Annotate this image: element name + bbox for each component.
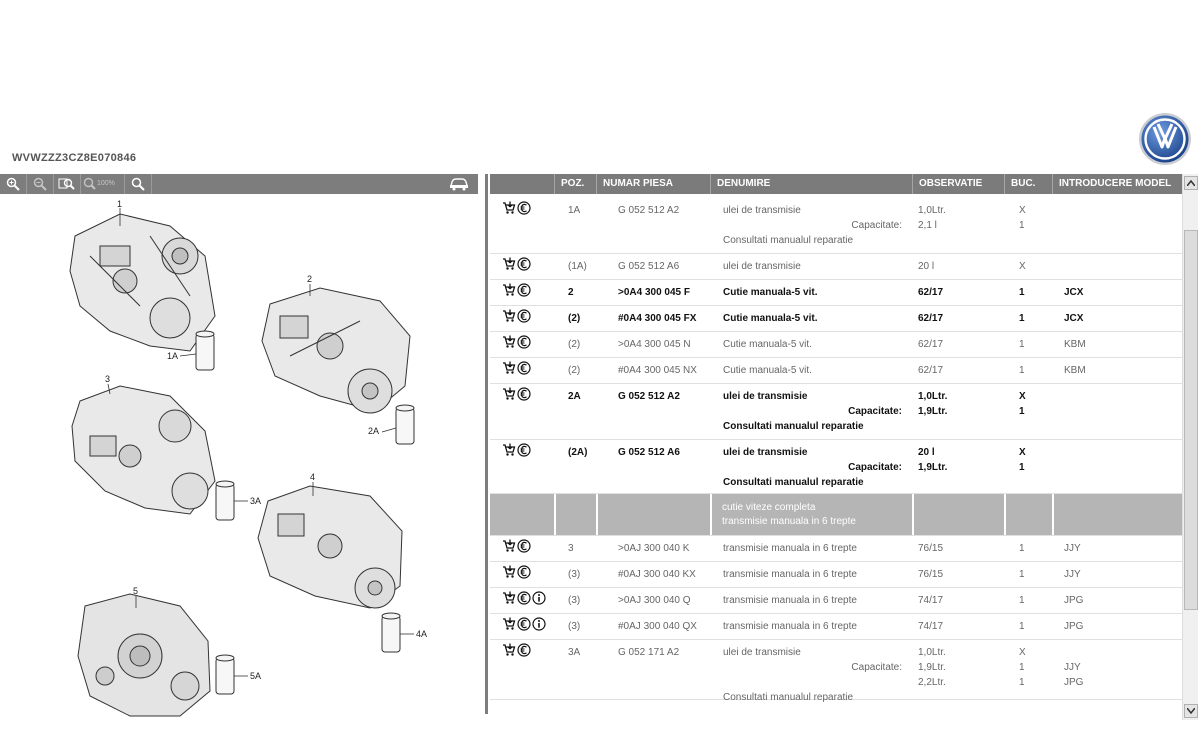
cell-numar-piesa: #0AJ 300 040 QX	[618, 621, 697, 632]
diagram-label-4: 4	[310, 472, 316, 482]
diagram-label-5: 5	[133, 586, 139, 596]
cart-icon[interactable]	[502, 257, 516, 271]
cell-note: Consultati manualul reparatie	[723, 477, 864, 488]
cell-numar-piesa: #0A4 300 045 NX	[618, 365, 697, 376]
diagram-label-5A: 5A	[250, 671, 262, 681]
table-row[interactable]	[490, 254, 1182, 280]
zoom-100-icon	[83, 177, 123, 191]
cell-numar-piesa: >0AJ 300 040 Q	[618, 595, 691, 606]
cell-buc: 1	[1019, 365, 1025, 376]
cell-poz: (2)	[568, 313, 581, 324]
chevron-down-icon	[1187, 708, 1195, 714]
cell-numar-piesa: >0A4 300 045 F	[618, 287, 690, 298]
cell-capacitate-label: Capacitate:	[851, 662, 902, 673]
cell-note: Consultati manualul reparatie	[723, 692, 854, 703]
gearbox-2-drawing[interactable]	[262, 288, 410, 413]
info-icon[interactable]	[532, 591, 546, 605]
table-row[interactable]	[490, 614, 1182, 640]
cell-observatie: 1,0Ltr.	[918, 647, 946, 658]
row-actions	[502, 539, 531, 553]
diagram-label-1: 1	[117, 199, 123, 209]
cell-denumire: ulei de transmisie	[723, 647, 801, 658]
cart-icon[interactable]	[502, 201, 516, 215]
cell-buc-3: 1	[1019, 677, 1025, 688]
cell-note: Consultati manualul reparatie	[723, 235, 854, 246]
vw-logo	[1138, 112, 1192, 166]
table-row[interactable]	[490, 280, 1182, 306]
cell-buc-2: 1	[1019, 220, 1025, 231]
cell-buc: 1	[1019, 543, 1025, 554]
cell-denumire: transmisie manuala in 6 trepte	[723, 621, 857, 632]
gearbox-diagram[interactable]	[30, 196, 460, 726]
search-icon	[131, 177, 145, 191]
cell-buc: 1	[1019, 595, 1025, 606]
zoom-in-button[interactable]	[0, 174, 27, 194]
search-button[interactable]	[125, 174, 152, 194]
cell-numar-piesa: #0A4 300 045 FX	[618, 313, 697, 324]
group-cell-divider	[1004, 494, 1006, 535]
cell-poz: (2)	[568, 365, 581, 376]
cell-observatie: 74/17	[918, 595, 944, 606]
diagram-label-3A: 3A	[250, 496, 262, 506]
euro-icon[interactable]	[517, 309, 531, 323]
cart-icon[interactable]	[502, 443, 516, 457]
euro-icon[interactable]	[517, 335, 531, 349]
table-row[interactable]	[490, 640, 1182, 703]
scroll-thumb[interactable]	[1184, 230, 1198, 610]
cell-model: KBM	[1064, 339, 1086, 350]
cell-buc: 1	[1019, 621, 1025, 632]
diagram-label-4A: 4A	[416, 629, 428, 639]
table-header	[490, 174, 1182, 194]
cell-observatie: 74/17	[918, 621, 944, 632]
cell-poz: (3)	[568, 595, 581, 606]
zoom-100-label: 100%	[96, 180, 115, 187]
row-actions	[502, 283, 531, 297]
cell-buc-2: 1	[1019, 662, 1025, 673]
cell-poz: (2A)	[568, 447, 588, 458]
cart-icon[interactable]	[502, 283, 516, 297]
row-actions	[502, 643, 531, 657]
cell-capacitate-label: Capacitate:	[848, 462, 902, 473]
cell-poz: 3	[568, 543, 574, 554]
cell-buc: 1	[1019, 313, 1025, 324]
cell-poz: (2)	[568, 339, 581, 350]
euro-icon[interactable]	[517, 257, 531, 271]
table-row[interactable]	[490, 588, 1182, 614]
euro-icon[interactable]	[517, 617, 531, 631]
row-actions	[502, 617, 546, 631]
table-group-row[interactable]	[490, 494, 1182, 536]
table-row[interactable]	[490, 536, 1182, 562]
cell-poz: 1A	[568, 205, 581, 216]
cell-denumire: ulei de transmisie	[723, 391, 808, 402]
parts-table	[490, 174, 1182, 718]
oil-can-2A[interactable]	[396, 405, 414, 444]
cell-capacitate-label: Capacitate:	[848, 406, 902, 417]
magnify-zoom-in-icon	[6, 177, 20, 191]
cell-poz: (1A)	[568, 261, 587, 272]
cell-numar-piesa: G 052 512 A6	[618, 447, 680, 458]
group-cell-divider	[1052, 494, 1054, 535]
group-cell-divider	[554, 494, 556, 535]
row-actions	[502, 591, 546, 605]
group-cell-divider	[710, 494, 712, 535]
diagram-toolbar	[0, 174, 478, 194]
zoom-100-button[interactable]	[81, 174, 125, 194]
cell-model: JCX	[1064, 313, 1084, 324]
group-cell-divider	[596, 494, 598, 535]
cell-buc: X	[1019, 447, 1026, 458]
col-header-poz[interactable]: POZ.	[554, 174, 596, 194]
panel-splitter[interactable]	[485, 174, 488, 714]
cell-model: JCX	[1064, 287, 1084, 298]
diagram-label-3: 3	[105, 374, 111, 384]
cell-note: Consultati manualul reparatie	[723, 421, 864, 432]
oil-can-1A[interactable]	[196, 331, 214, 370]
cell-denumire: Cutie manuala-5 vit.	[723, 287, 818, 298]
cell-observatie: 1,0Ltr.	[918, 205, 946, 216]
gearbox-3-drawing[interactable]	[72, 386, 215, 514]
cell-observatie: 20 l	[918, 447, 935, 458]
diagram-label-2A: 2A	[368, 426, 380, 436]
cell-denumire: Cutie manuala-5 vit.	[723, 339, 812, 350]
oil-can-4A[interactable]	[382, 613, 400, 652]
cell-observatie: 20 l	[918, 261, 935, 272]
cell-capacitate-label: Capacitate:	[851, 220, 902, 231]
cell-model: KBM	[1064, 365, 1086, 376]
cell-model-3: JPG	[1064, 677, 1084, 688]
col-header-denumire[interactable]: DENUMIRE	[710, 174, 912, 194]
cell-denumire: ulei de transmisie	[723, 261, 801, 272]
scroll-down-button[interactable]	[1184, 704, 1198, 718]
vehicle-button[interactable]	[440, 174, 478, 194]
diagram-label-1A: 1A	[167, 351, 179, 361]
cart-icon[interactable]	[502, 643, 516, 657]
row-actions	[502, 361, 531, 375]
chevron-up-icon	[1187, 180, 1195, 186]
cell-numar-piesa: G 052 512 A6	[618, 261, 680, 272]
group-cell-divider	[912, 494, 914, 535]
cell-numar-piesa: >0AJ 300 040 K	[618, 543, 690, 554]
table-row[interactable]	[490, 306, 1182, 332]
cell-observatie: 62/17	[918, 313, 944, 324]
cell-denumire: Cutie manuala-5 vit.	[723, 365, 812, 376]
cart-icon[interactable]	[502, 361, 516, 375]
cell-observatie-2: 2,1 l	[918, 220, 937, 231]
gearbox-4-drawing[interactable]	[258, 486, 402, 608]
row-actions	[502, 335, 531, 349]
cell-numar-piesa: G 052 512 A2	[618, 391, 680, 402]
table-row[interactable]	[490, 332, 1182, 358]
group-title-line-2: transmisie manuala in 6 trepte	[722, 516, 856, 527]
zoom-out-button[interactable]	[27, 174, 54, 194]
euro-icon[interactable]	[517, 539, 531, 553]
col-header-buc[interactable]: BUC.	[1004, 174, 1052, 194]
cell-model-2: JJY	[1064, 662, 1081, 673]
cell-denumire: transmisie manuala in 6 trepte	[723, 595, 857, 606]
row-actions	[502, 309, 531, 323]
row-actions	[502, 443, 531, 457]
cell-observatie-2: 1,9Ltr.	[918, 406, 948, 417]
cart-icon[interactable]	[502, 309, 516, 323]
cell-buc: X	[1019, 261, 1026, 272]
cell-numar-piesa: >0A4 300 045 N	[618, 339, 691, 350]
cell-observatie: 62/17	[918, 365, 944, 376]
cell-buc: 1	[1019, 287, 1025, 298]
cell-buc: 1	[1019, 569, 1025, 580]
oil-can-5A[interactable]	[216, 655, 234, 694]
table-row[interactable]	[490, 440, 1182, 494]
cart-icon[interactable]	[502, 335, 516, 349]
row-actions	[502, 387, 531, 401]
cart-icon[interactable]	[502, 617, 516, 631]
cell-numar-piesa: G 052 512 A2	[618, 205, 680, 216]
table-row[interactable]	[490, 384, 1182, 440]
euro-icon[interactable]	[517, 283, 531, 297]
cell-model: JJY	[1064, 569, 1081, 580]
table-scrollbar[interactable]	[1182, 174, 1198, 720]
cell-observatie: 62/17	[918, 339, 944, 350]
cell-buc: 1	[1019, 339, 1025, 350]
scroll-up-button[interactable]	[1184, 176, 1198, 190]
cell-observatie: 76/15	[918, 543, 944, 554]
gearbox-5-drawing[interactable]	[78, 594, 210, 716]
cell-observatie: 62/17	[918, 287, 944, 298]
cell-poz: 2	[568, 287, 574, 298]
cell-poz: (3)	[568, 621, 581, 632]
row-actions	[502, 565, 531, 579]
col-header-observatie[interactable]: OBSERVATIE	[912, 174, 1004, 194]
col-header-numar-piesa[interactable]: NUMAR PIESA	[596, 174, 710, 194]
euro-icon[interactable]	[517, 591, 531, 605]
gearbox-1-drawing[interactable]	[70, 214, 215, 351]
cart-icon[interactable]	[502, 539, 516, 553]
euro-icon[interactable]	[517, 643, 531, 657]
table-row[interactable]	[490, 562, 1182, 588]
cell-poz: 2A	[568, 391, 581, 402]
cell-denumire: Cutie manuala-5 vit.	[723, 313, 818, 324]
diagram-label-2: 2	[307, 274, 313, 284]
cart-icon[interactable]	[502, 591, 516, 605]
group-title-line-1: cutie viteze completa	[722, 502, 816, 513]
info-icon[interactable]	[532, 617, 546, 631]
cell-observatie-3: 2,2Ltr.	[918, 677, 946, 688]
cell-observatie-2: 1,9Ltr.	[918, 462, 948, 473]
zoom-fit-icon	[58, 177, 76, 191]
row-actions	[502, 257, 531, 271]
euro-icon[interactable]	[517, 565, 531, 579]
car-icon	[449, 177, 469, 191]
cell-observatie: 76/15	[918, 569, 944, 580]
cart-icon[interactable]	[502, 565, 516, 579]
vin-label: WVWZZZ3CZ8E070846	[12, 152, 137, 164]
euro-icon[interactable]	[517, 201, 531, 215]
cell-denumire: ulei de transmisie	[723, 205, 801, 216]
cell-model: JJY	[1064, 543, 1081, 554]
cell-buc: X	[1019, 391, 1026, 402]
cell-poz: 3A	[568, 647, 581, 658]
cell-model: JPG	[1064, 595, 1084, 606]
cell-poz: (3)	[568, 569, 581, 580]
euro-icon[interactable]	[517, 361, 531, 375]
cell-buc-2: 1	[1019, 462, 1025, 473]
cell-denumire: transmisie manuala in 6 trepte	[723, 569, 857, 580]
zoom-fit-button[interactable]	[54, 174, 81, 194]
cart-icon[interactable]	[502, 387, 516, 401]
cell-model: JPG	[1064, 621, 1084, 632]
table-row[interactable]	[490, 358, 1182, 384]
group-title	[722, 501, 856, 529]
cell-buc: X	[1019, 205, 1026, 216]
table-row[interactable]	[490, 198, 1182, 254]
row-actions	[502, 201, 531, 215]
cell-observatie: 1,0Ltr.	[918, 391, 948, 402]
cell-numar-piesa: G 052 171 A2	[618, 647, 680, 658]
cell-observatie-2: 1,9Ltr.	[918, 662, 946, 673]
cell-buc: X	[1019, 647, 1026, 658]
cell-denumire: transmisie manuala in 6 trepte	[723, 543, 857, 554]
cell-numar-piesa: #0AJ 300 040 KX	[618, 569, 696, 580]
euro-icon[interactable]	[517, 387, 531, 401]
oil-can-3A[interactable]	[216, 481, 234, 520]
cell-buc-2: 1	[1019, 406, 1025, 417]
col-header-introducere-model[interactable]: INTRODUCERE MODEL	[1052, 174, 1182, 194]
euro-icon[interactable]	[517, 443, 531, 457]
cell-denumire: ulei de transmisie	[723, 447, 808, 458]
magnify-zoom-out-icon	[33, 177, 47, 191]
